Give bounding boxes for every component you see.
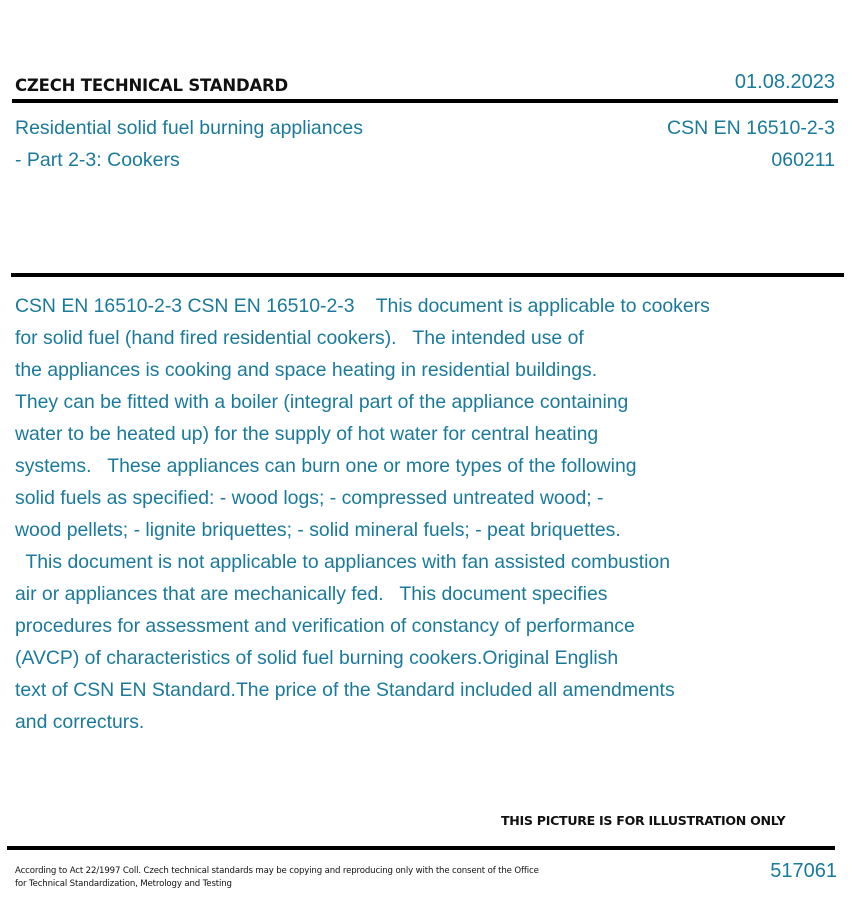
abstract-line: (AVCP) of characteristics of solid fuel burning cookers.Original English	[15, 647, 619, 669]
header-date: 01.08.2023	[734, 71, 835, 93]
title-rule	[11, 273, 844, 277]
abstract-line: text of CSN EN Standard.The price of the Standard included all amendments	[15, 679, 675, 701]
footer-legal-notice	[15, 865, 615, 890]
abstract-line: wood pellets; - lignite briquettes; - solid mineral fuels; - peat briquettes.	[15, 519, 621, 541]
abstract-line: systems. These appliances can burn one or more types of the following	[15, 455, 637, 477]
abstract-line: water to be heated up) for the supply of hot water for central heating	[15, 423, 599, 445]
abstract-line: air or appliances that are mechanically fed. This document specifies	[15, 583, 608, 605]
classification-number: 060211	[771, 149, 835, 171]
abstract-line: for solid fuel (hand fired residential cookers). The intended use of	[15, 327, 584, 349]
header-label: CZECH TECHNICAL STANDARD	[15, 76, 289, 95]
footer-rule	[7, 846, 835, 850]
abstract	[15, 290, 815, 738]
product-code: 517061	[770, 860, 837, 882]
abstract-line: procedures for assessment and verification of constancy of performance	[15, 615, 635, 637]
abstract-line: This document is not applicable to appliances with fan assisted combustion	[15, 551, 670, 573]
illustration-note: THIS PICTURE IS FOR ILLUSTRATION ONLY	[501, 813, 786, 828]
legal-line: for Technical Standardization, Metrology and Testing	[15, 878, 232, 889]
legal-line: According to Act 22/1997 Coll. Czech technical standards may be copying and reproducing only with the consent of the Office	[15, 866, 539, 876]
abstract-line: CSN EN 16510-2-3 CSN EN 16510-2-3 This document is applicable to cookers	[15, 295, 710, 317]
abstract-line: the appliances is cooking and space heating in residential buildings.	[15, 359, 598, 381]
abstract-line: They can be fitted with a boiler (integral part of the appliance containing	[15, 391, 629, 413]
standard-title-line-1: Residential solid fuel burning appliances	[15, 117, 363, 139]
abstract-line: solid fuels as specified: - wood logs; - compressed untreated wood; -	[15, 487, 604, 509]
standard-title-line-2: - Part 2-3: Cookers	[15, 149, 180, 171]
abstract-line: and correcturs.	[15, 711, 145, 733]
header-rule	[12, 99, 838, 103]
standard-number: CSN EN 16510-2-3	[667, 117, 835, 139]
